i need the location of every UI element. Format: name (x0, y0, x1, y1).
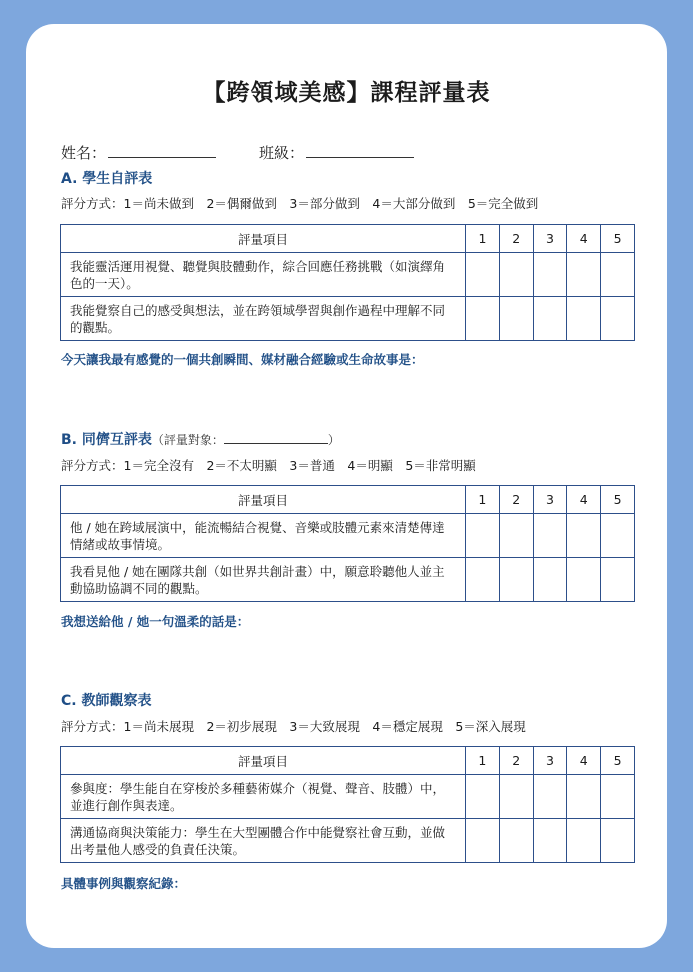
section-a-prompt: 今天讓我最有感覺的一個共創瞬間、媒材融合經驗或生命故事是： (61, 352, 424, 367)
score-cell[interactable] (567, 514, 601, 558)
section-c-heading (61, 690, 151, 710)
table-row (61, 819, 635, 863)
score-cell[interactable] (601, 514, 635, 558)
score-cell[interactable] (533, 297, 567, 341)
header-score-5: 5 (601, 225, 635, 253)
row-item-text: 他 / 她在跨域展演中，能流暢結合視覺、音樂或肢體元素來清楚傳達情緒或故事情境。 (61, 514, 466, 558)
header-score-2: 2 (499, 486, 533, 514)
score-cell[interactable] (567, 819, 601, 863)
score-cell[interactable] (466, 253, 500, 297)
score-cell[interactable] (601, 775, 635, 819)
score-cell[interactable] (567, 297, 601, 341)
section-c-prompt: 具體事例與觀察紀錄： (61, 876, 187, 891)
score-cell[interactable] (499, 819, 533, 863)
score-cell[interactable] (466, 558, 500, 602)
table-row (61, 297, 635, 341)
header-score-4: 4 (567, 747, 601, 775)
header-score-3: 3 (533, 225, 567, 253)
score-cell[interactable] (533, 775, 567, 819)
table-header-row (61, 747, 635, 775)
row-item-text: 我能靈活運用視覺、聽覺與肢體動作，綜合回應任務挑戰（如演繹角色的一天）。 (61, 253, 466, 297)
header-score-2: 2 (499, 747, 533, 775)
score-cell[interactable] (466, 819, 500, 863)
header-score-4: 4 (567, 486, 601, 514)
header-score-2: 2 (499, 225, 533, 253)
target-label: （評量對象： (151, 433, 224, 447)
header-score-1: 1 (466, 486, 500, 514)
header-score-5: 5 (601, 486, 635, 514)
section-a-table (60, 224, 635, 341)
target-close: ） (327, 433, 340, 447)
score-cell[interactable] (466, 297, 500, 341)
section-a-heading (61, 168, 152, 188)
table-row (61, 514, 635, 558)
header-score-3: 3 (533, 747, 567, 775)
section-c-title: C. 教師觀察表 (61, 693, 152, 709)
score-cell[interactable] (499, 775, 533, 819)
score-cell[interactable] (601, 819, 635, 863)
score-cell[interactable] (567, 253, 601, 297)
section-a-title: A. 學生自評表 (61, 171, 153, 187)
section-b-heading (61, 429, 340, 449)
table-row (61, 558, 635, 602)
evaluation-sheet (26, 24, 667, 948)
score-cell[interactable] (601, 558, 635, 602)
table-header-row (61, 225, 635, 253)
class-blank[interactable] (306, 143, 414, 158)
score-cell[interactable] (533, 819, 567, 863)
score-cell[interactable] (499, 514, 533, 558)
score-cell[interactable] (466, 775, 500, 819)
section-a-scale: 評分方式：1＝尚未做到 2＝偶爾做到 3＝部分做到 4＝大部分做到 5＝完全做到 (61, 196, 539, 211)
row-item-text: 我能覺察自己的感受與想法，並在跨領域學習與創作過程中理解不同的觀點。 (61, 297, 466, 341)
score-cell[interactable] (567, 558, 601, 602)
name-label: 姓名： (61, 144, 107, 162)
header-score-5: 5 (601, 747, 635, 775)
header-score-3: 3 (533, 486, 567, 514)
header-item: 評量項目 (61, 225, 466, 253)
class-label: 班級： (259, 144, 305, 162)
row-item-text: 參與度：學生能自在穿梭於多種藝術媒介（視覺、聲音、肢體）中，並進行創作與表達。 (61, 775, 466, 819)
score-cell[interactable] (601, 297, 635, 341)
header-score-1: 1 (466, 225, 500, 253)
name-blank[interactable] (108, 143, 216, 158)
page-title: 【跨領域美感】課程評量表 (202, 80, 491, 106)
score-cell[interactable] (499, 558, 533, 602)
target-blank[interactable] (224, 433, 328, 444)
section-b-title: B. 同儕互評表 (61, 432, 152, 448)
header-score-4: 4 (567, 225, 601, 253)
table-row (61, 775, 635, 819)
score-cell[interactable] (533, 514, 567, 558)
section-b-table (60, 485, 635, 602)
table-row (61, 253, 635, 297)
row-item-text: 溝通協商與決策能力：學生在大型團體合作中能覺察社會互動，並做出考量他人感受的負責任決策。 (61, 819, 466, 863)
score-cell[interactable] (533, 558, 567, 602)
section-b-prompt: 我想送給他 / 她一句溫柔的話是： (61, 614, 250, 629)
name-field[interactable] (61, 142, 216, 163)
score-cell[interactable] (466, 514, 500, 558)
score-cell[interactable] (567, 775, 601, 819)
header-score-1: 1 (466, 747, 500, 775)
header-item: 評量項目 (61, 747, 466, 775)
score-cell[interactable] (601, 253, 635, 297)
class-field[interactable] (259, 142, 414, 163)
header-item: 評量項目 (61, 486, 466, 514)
score-cell[interactable] (533, 253, 567, 297)
section-c-table (60, 746, 635, 863)
section-c-scale: 評分方式：1＝尚未展現 2＝初步展現 3＝大致展現 4＝穩定展現 5＝深入展現 (61, 719, 526, 734)
score-cell[interactable] (499, 253, 533, 297)
score-cell[interactable] (499, 297, 533, 341)
table-header-row (61, 486, 635, 514)
row-item-text: 我看見他 / 她在團隊共創（如世界共創計畫）中，願意聆聽他人並主動協助協調不同的觀點。 (61, 558, 466, 602)
section-b-scale: 評分方式：1＝完全沒有 2＝不太明顯 3＝普通 4＝明顯 5＝非常明顯 (61, 458, 476, 473)
